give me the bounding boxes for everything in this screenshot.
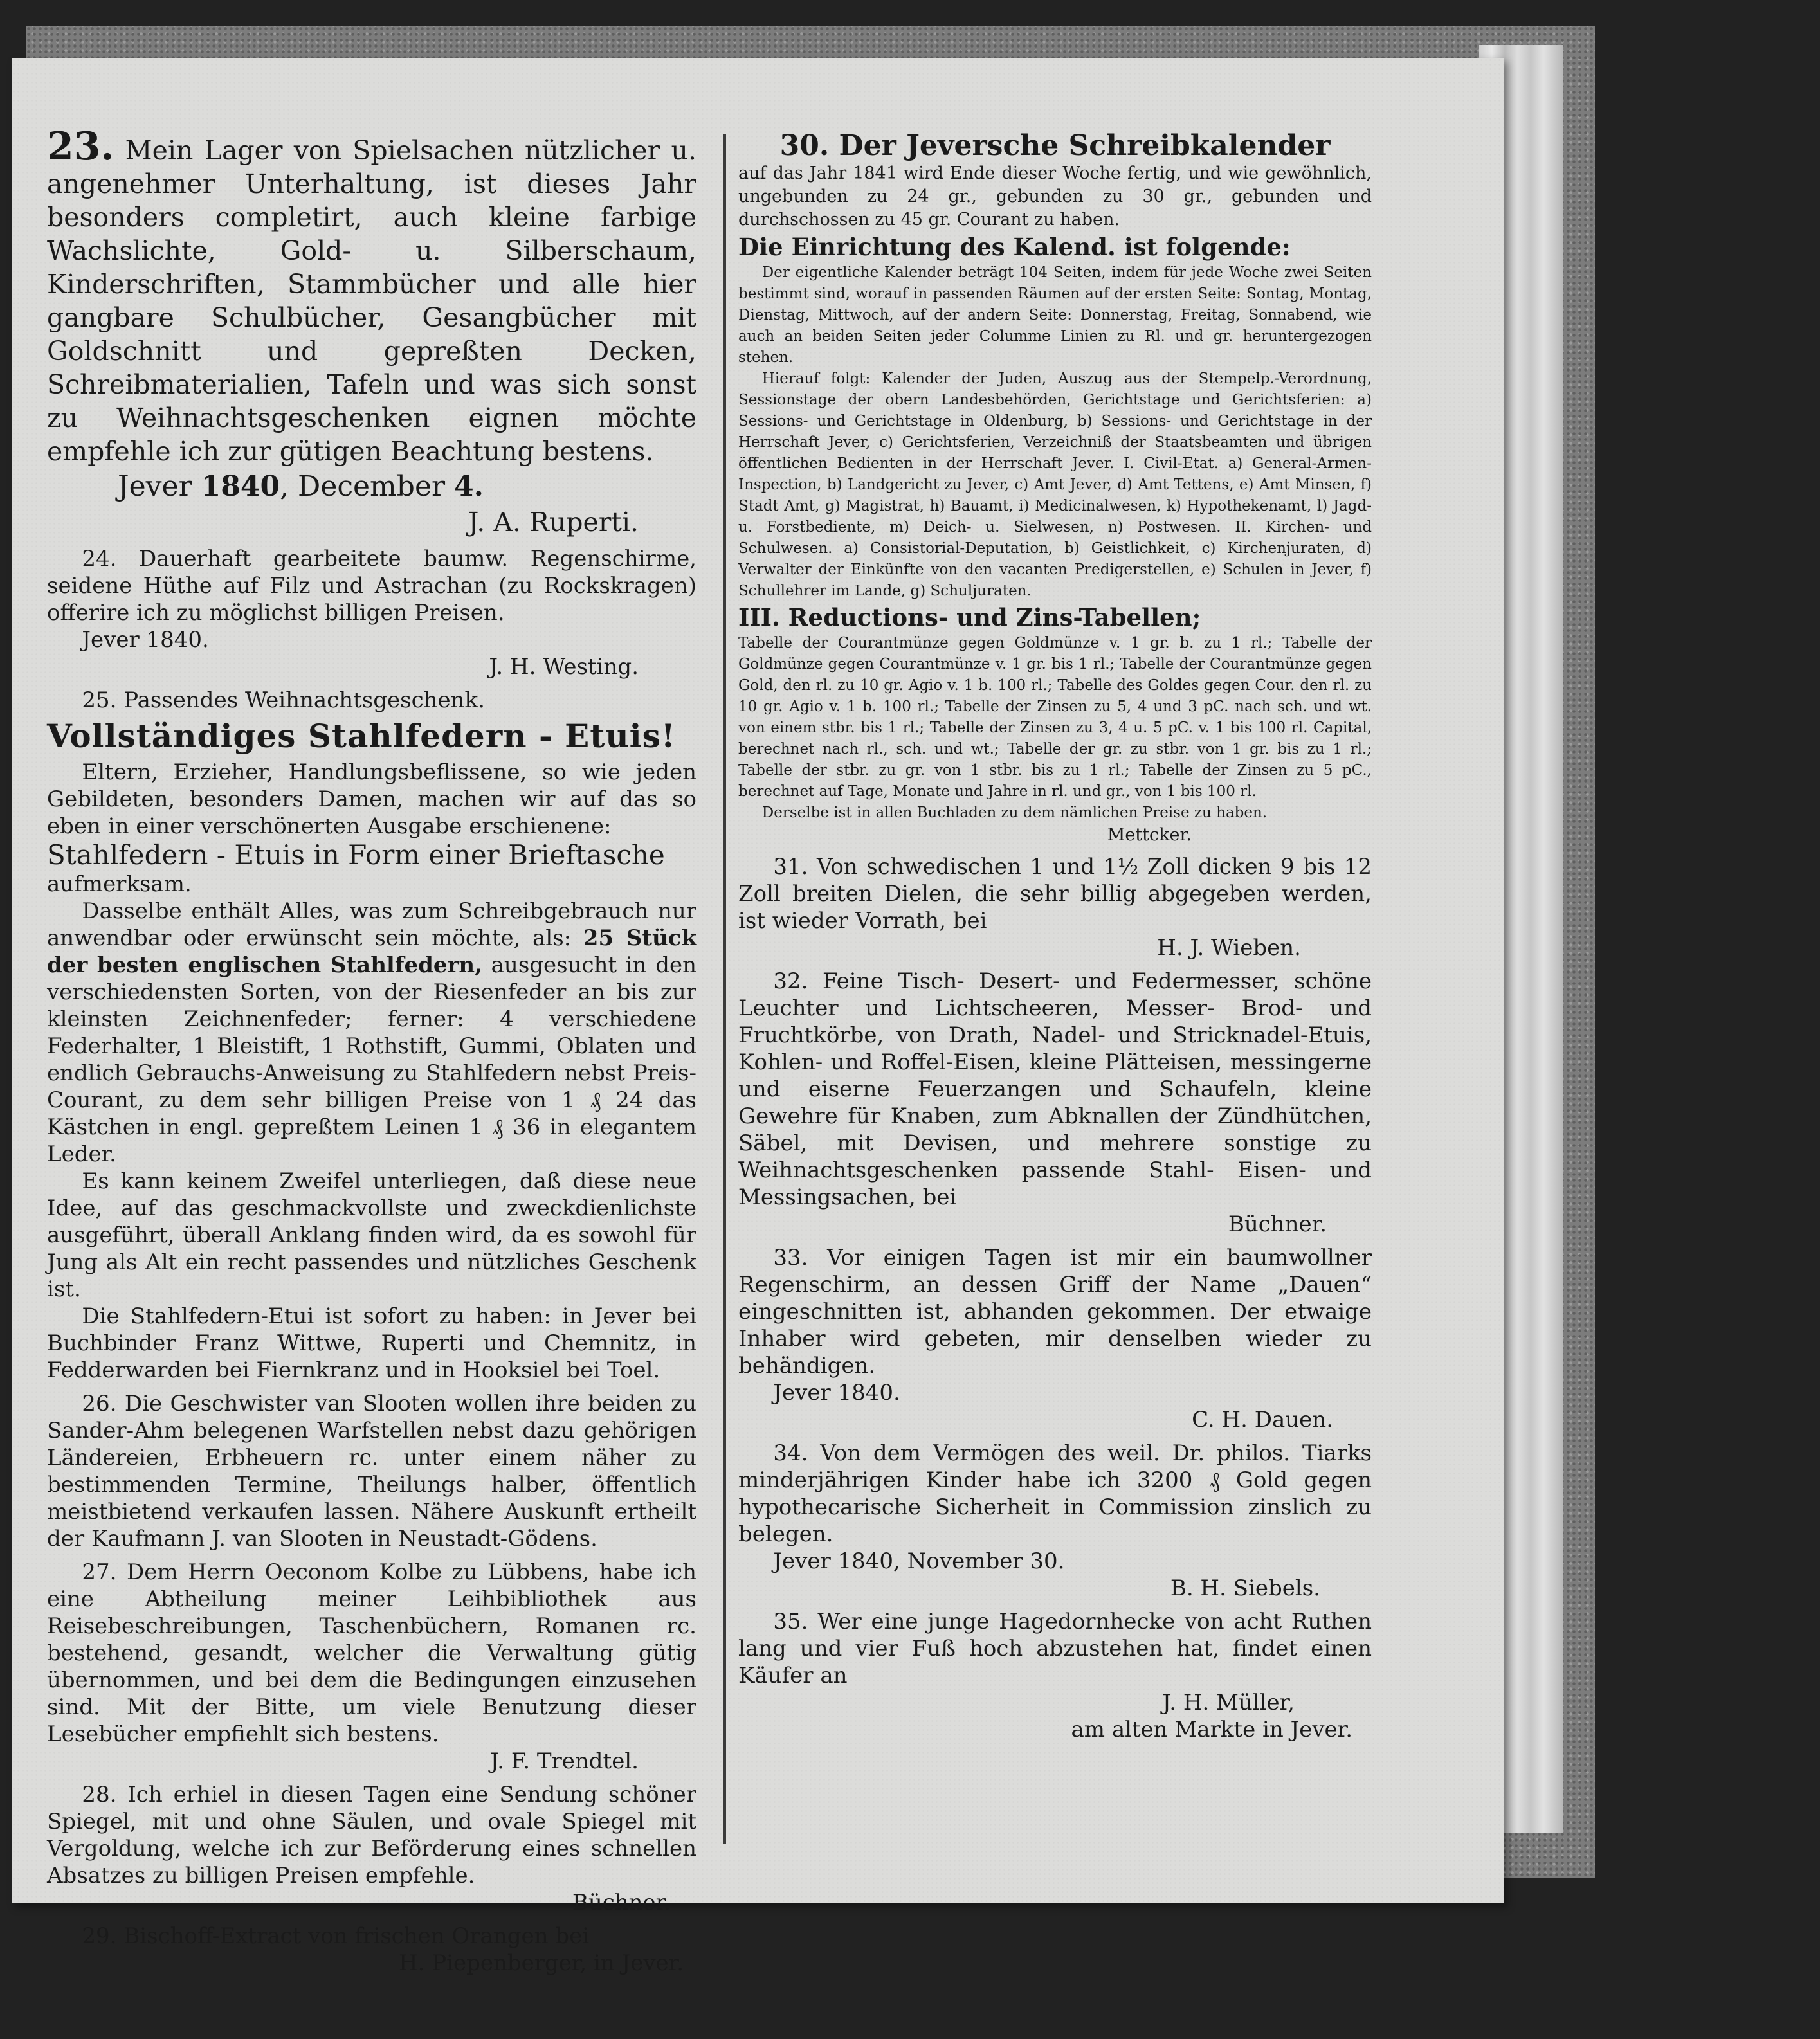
- ad-text: 33. Vor einigen Tagen ist mir ein baumwollner Regenschirm, an dessen Griff der Name „Dauen“ eingeschnitten ist, abhanden gekommen. Der etwaige Inhaber wird gebeten, mir denselben wieder zu behändigen.: [738, 1245, 1372, 1379]
- ad-paragraph: Tabelle der Courantmünze gegen Goldmünze v. 1 gr. b. zu 1 rl.; Tabelle der Goldmünze gegen Courantmünze v. 1 gr. bis 1 rl.; Tabelle der Courantmünze gegen Gold, den rl. zu 10 gr. Agio v. 1 b. 100 rl.; Tabelle des Goldes gegen Cour. den rl. zu 10 gr. Agio v. 1 b. 100 rl.; Tabelle der Zinsen zu 5, 4 und 3 pC. nach sch. und wt. von einem stbr. bis 1 rl.; Tabelle der Zinsen zu 3, 4 u. 5 pC. v. 1 bis 100 rl. Capital, berechnet nach rl., sch. und wt.; Tabelle der gr. zu stbr. von 1 gr. bis zu 1 rl.; Tabelle der stbr. zu gr. von 1 stbr. bis zu 1 rl.; Tabelle der Zinsen zu 5 pC., berechnet auf Tage, Monate und Jahre in rl. und gr., von 1 bis 100 rl.: [738, 635, 1372, 800]
- ad-32: [738, 968, 1372, 1238]
- ad-paragraph: auf das Jahr 1841 wird Ende dieser Woche fertig, und wie gewöhnlich, ungebunden zu 24 gr., gebunden zu 30 gr., gebunden und durchschossen zu 45 gr. Courant zu haben.: [738, 163, 1372, 230]
- ad-23: [47, 124, 696, 539]
- ad-text: 34. Von dem Vermögen des weil. Dr. philos. Tiarks minderjährigen Kinder habe ich 3200 ₰ Gold gegen hypothecarische Sicherheit in Commission zinslich zu belegen.: [738, 1440, 1372, 1547]
- signature: C. H. Dauen.: [1192, 1407, 1333, 1433]
- ad-paragraph: Die Stahlfedern-Etui ist sofort zu haben: in Jever bei Buchbinder Franz Wittwe, Ruperti und Chemnitz, in Fedderwarden bei Fiernkranz und in Hooksiel bei Toel.: [47, 1303, 696, 1383]
- ad-intro: 25. Passendes Weihnachtsgeschenk.: [82, 687, 485, 713]
- signature: H. Piepenberger, in Jever.: [398, 1950, 684, 1976]
- ad-26: [47, 1390, 696, 1552]
- ad-text: 29. Bischoff-Extract von frischen Orangen bei: [82, 1923, 590, 1949]
- ad-heading: 30. Der Jeversche Schreibkalender: [779, 129, 1331, 162]
- ad-number: 23.: [47, 124, 114, 169]
- ad-27: [47, 1559, 696, 1775]
- ad-paragraph: Es kann keinem Zweifel unterliegen, daß diese neue Idee, auf das geschmackvollste und zweckdienlichste ausgeführt, überall Anklang finden wird, da es sowohl für Jung als Alt ein recht passendes und nützliches Geschenk ist.: [47, 1168, 696, 1302]
- ad-subheading: Die Einrichtung des Kalend. ist folgende:: [738, 233, 1291, 261]
- signature: B. H. Siebels.: [1170, 1575, 1320, 1601]
- signature: J. F. Trendtel.: [490, 1748, 639, 1774]
- signature: J. A. Ruperti.: [468, 507, 639, 538]
- ad-paragraph: Eltern, Erzieher, Handlungsbeflissene, so wie jeden Gebildeten, besonders Damen, machen wir auf das so eben in einer verschönerten Ausgabe erschienene:: [47, 759, 696, 839]
- newspaper-page: [12, 58, 1504, 1976]
- ad-31: [738, 853, 1372, 961]
- signature: J. H. Westing.: [489, 654, 639, 680]
- ad-text: 28. Ich erhiel in diesen Tagen eine Sendung schöner Spiegel, mit und ohne Säulen, und ovale Spiegel mit Vergoldung, welche ich zur Beförderung eines schnellen Absatzes zu billigen Preisen empfehle.: [47, 1782, 696, 1889]
- ad-paragraph: Dasselbe enthält Alles, was zum Schreibgebrauch nur anwendbar oder erwünscht sein möchte, als: 25 Stück der besten englischen Stahlfedern, ausgesucht in den verschiedensten Sorten, von der Riesenfeder an bis zur kleinsten Zeichnenfeder; ferner: 4 verschiedene Federhalter, 1 Bleistift, 1 Rothstift, Gummi, Oblaten und endlich Gebrauchs-Anweisung zu Stahlfedern nebst Preis-Courant, zu dem sehr billigen Preise von 1 ₰ 24 das Kästchen in engl. gepreßtem Leinen 1 ₰ 36 in elegantem Leder.: [47, 898, 697, 1167]
- ad-24: [47, 545, 696, 680]
- signature: Büchner.: [1228, 1211, 1327, 1237]
- ad-29: [47, 1923, 696, 1977]
- ad-heading: Vollständiges Stahlfedern - Etuis!: [47, 717, 676, 755]
- ad-text: 26. Die Geschwister van Slooten wollen ihre beiden zu Sander-Ahm belegenen Warfstellen nebst dazu gehörigen Ländereien, Erbheuern rc. unter einem näher zu bestimmenden Termine, Theilungs halber, öffentlich meistbietend verkaufen lassen. Nähere Auskunft ertheilt der Kaufmann J. van Slooten in Neustadt-Gödens.: [47, 1391, 696, 1552]
- dateline: Jever 1840, November 30.: [773, 1548, 1065, 1574]
- ad-text: 32. Feine Tisch- Desert- und Federmesser, schöne Leuchter und Lichtscheeren, Messer- Brod- und Fruchtkörbe, von Drath, Nadel- und Stricknadel-Etuis, Kohlen- und Roffel-Eisen, kleine Plätteisen, messingerne und eiserne Feuerzangen und Schaufeln, kleine Gewehre für Knaben, zum Abknallen der Zündhütchen, Säbel, mit Devisen, und mehrere sonstige zu Weihnachtsgeschenken passende Stahl- Eisen- und Messingsachen, bei: [738, 968, 1372, 1210]
- ad-paragraph: aufmerksam.: [47, 871, 192, 897]
- ad-text: 35. Wer eine junge Hagedornhecke von acht Ruthen lang und vier Fuß hoch abzustehen hat, findet einen Käufer an: [738, 1609, 1372, 1689]
- signature: Mettcker.: [1107, 825, 1192, 845]
- ad-paragraph: Derselbe ist in allen Buchladen zu dem nämlichen Preise zu haben.: [761, 804, 1268, 821]
- column-divider: [723, 134, 726, 1844]
- dateline: Jever 1840.: [773, 1380, 900, 1406]
- signature: H. J. Wieben.: [1157, 935, 1301, 961]
- signature: J. H. Müller,: [1162, 1690, 1295, 1716]
- ad-25: [47, 687, 696, 1384]
- ad-section-heading: III. Reductions- und Zins-Tabellen;: [738, 603, 1201, 631]
- right-column: [738, 130, 1372, 1743]
- ad-text: 27. Dem Herrn Oeconom Kolbe zu Lübbens, habe ich eine Abtheilung meiner Leihbibliothek aus Reisebeschreibungen, Taschenbüchern, Romanen rc. bestehend, gesandt, welcher die Verwaltung gütig übernommen, und bei dem die Bedingungen einzusehen sind. Mit der Bitte, um viele Benutzung dieser Lesebücher empfiehlt sich bestens.: [47, 1559, 696, 1747]
- left-column: [47, 124, 697, 1977]
- signature-address: am alten Markte in Jever.: [1071, 1717, 1352, 1743]
- ad-28: [47, 1781, 696, 1916]
- ad-35: [738, 1608, 1372, 1743]
- dateline: Jever 1840.: [82, 627, 209, 653]
- dateline: Jever 1840, December 4.: [118, 470, 484, 503]
- product-name: Stahlfedern - Etuis in Form einer Brieftasche: [47, 839, 665, 871]
- ad-33: [738, 1244, 1372, 1433]
- ad-text: 31. Von schwedischen 1 und 1½ Zoll dicken 9 bis 12 Zoll breiten Dielen, die sehr billig abgegeben werden, ist wieder Vorrath, bei: [738, 854, 1372, 934]
- ad-text: 24. Dauerhaft gearbeitete baumw. Regenschirme, seidene Hüthe auf Filz und Astrachan (zu Rockskragen) offerire ich zu möglichst billigen Preisen.: [47, 546, 696, 626]
- ad-paragraph: Hierauf folgt: Kalender der Juden, Auszug aus der Stempelp.-Verordnung, Sessionstage der obern Landesbehörden, Gerichtstage und Gerichtsferien: a) Sessions- und Gerichtstage in Oldenburg, b) Sessions- und Gerichtstage in der Herrschaft Jever, c) Gerichtsferien, Verzeichniß der Staatsbeamten und übrigen öffentlichen Bedienten in der Herrschaft Jever. I. Civil-Etat. a) General-Armen-Inspection, b) Landgericht zu Jever, c) Amt Jever, d) Amt Tettens, e) Amt Minsen, f) Stadt Amt, g) Magistrat, h) Bauamt, i) Medicinalwesen, k) Hypothekenamt, l) Jagd- u. Forstbediente, m) Deich- u. Sielwesen, n) Postwesen. II. Kirchen- und Schulwesen. a) Consistorial-Deputation, b) Geistlichkeit, c) Kirchenjuraten, d) Verwalter der Einkünfte von den vacanten Predigerstellen, e) Schulen in Jever, f) Schullehrer im Lande, g) Schuljuraten.: [738, 370, 1372, 599]
- ad-30: [738, 130, 1372, 847]
- signature: Büchner.: [572, 1890, 671, 1916]
- ad-paragraph: Der eigentliche Kalender beträgt 104 Seiten, indem für jede Woche zwei Seiten bestimmt sind, worauf in passenden Räumen auf der ersten Seite: Sontag, Montag, Dienstag, Mittwoch, auf der andern Seite: Donnerstag, Freitag, Sonnabend, wie auch an beiden Seiten jeder Columme Linien zu Rl. und gr. heruntergezogen stehen.: [738, 264, 1372, 366]
- ad-34: [738, 1440, 1372, 1602]
- ad-text: Mein Lager von Spielsachen nützlicher u. angenehmer Unterhaltung, ist dieses Jahr besonders completirt, auch kleine farbige Wachslichte, Gold- u. Silberschaum, Kinderschriften, Stammbücher und alle hier gangbare Schulbücher, Gesangbücher mit Goldschnitt und gepreßten Decken, Schreibmaterialien, Tafeln und was sich sonst zu Weihnachtsgeschenken eignen möchte empfehle ich zur gütigen Beachtung bestens.: [47, 135, 696, 467]
